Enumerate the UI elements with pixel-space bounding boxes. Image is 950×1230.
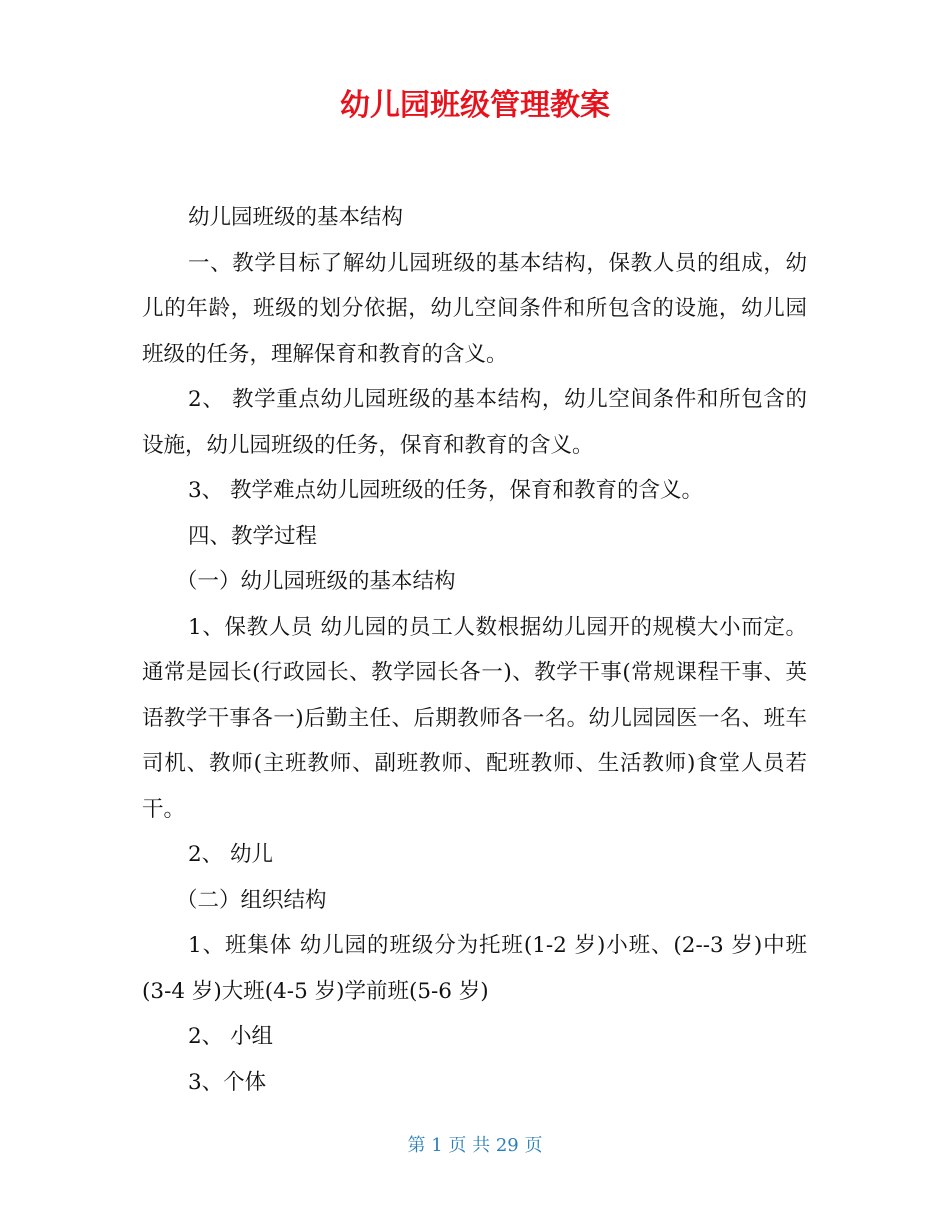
document-body (142, 195, 807, 1105)
paragraph-basic-structure: 幼儿园班级的基本结构 (188, 205, 404, 230)
paragraph-teaching-goal: 一、教学目标了解幼儿园班级的基本结构，保教人员的组成，幼儿的年龄，班级的划分依据，幼儿空间条件和所包含的设施，幼儿园班级的任务，理解保育和教育的含义。 (142, 250, 807, 367)
paragraph-teaching-focus: 2、 教学重点幼儿园班级的基本结构，幼儿空间条件和所包含的设施，幼儿园班级的任务，保育和教育的含义。 (142, 387, 807, 458)
paragraph-teaching-difficulty: 3、 教学难点幼儿园班级的任务，保育和教育的含义。 (188, 478, 704, 503)
document-title: 幼儿园班级管理教案 (340, 88, 610, 123)
paragraph-children: 2、 幼儿 (188, 842, 274, 867)
paragraph-staff: 1、保教人员 幼儿园的员工人数根据幼儿园开的规模大小而定。通常是园长(行政园长、教学园长各一)、教学干事(常规课程干事、英语教学干事各一)后勤主任、后期教师各一名。幼儿园园医一名、班车司机、教师(主班教师、副班教师、配班教师、生活教师)食堂人员若干。 (142, 614, 807, 822)
page-number-footer: 第 1 页 共 29 页 (407, 1135, 543, 1156)
paragraph-class-group: 1、班集体 幼儿园的班级分为托班(1-2 岁)小班、(2--3 岁)中班(3-4 岁)大班(4-5 岁)学前班(5-6 岁) (142, 933, 807, 1004)
paragraph-individual: 3、个体 (188, 1069, 267, 1095)
paragraph-small-group: 2、 小组 (188, 1024, 274, 1049)
paragraph-teaching-process: 四、教学过程 (188, 523, 318, 549)
heading-section-one: （一）幼儿园班级的基本结构 (176, 569, 456, 594)
heading-section-two: （二）组织结构 (176, 887, 327, 913)
